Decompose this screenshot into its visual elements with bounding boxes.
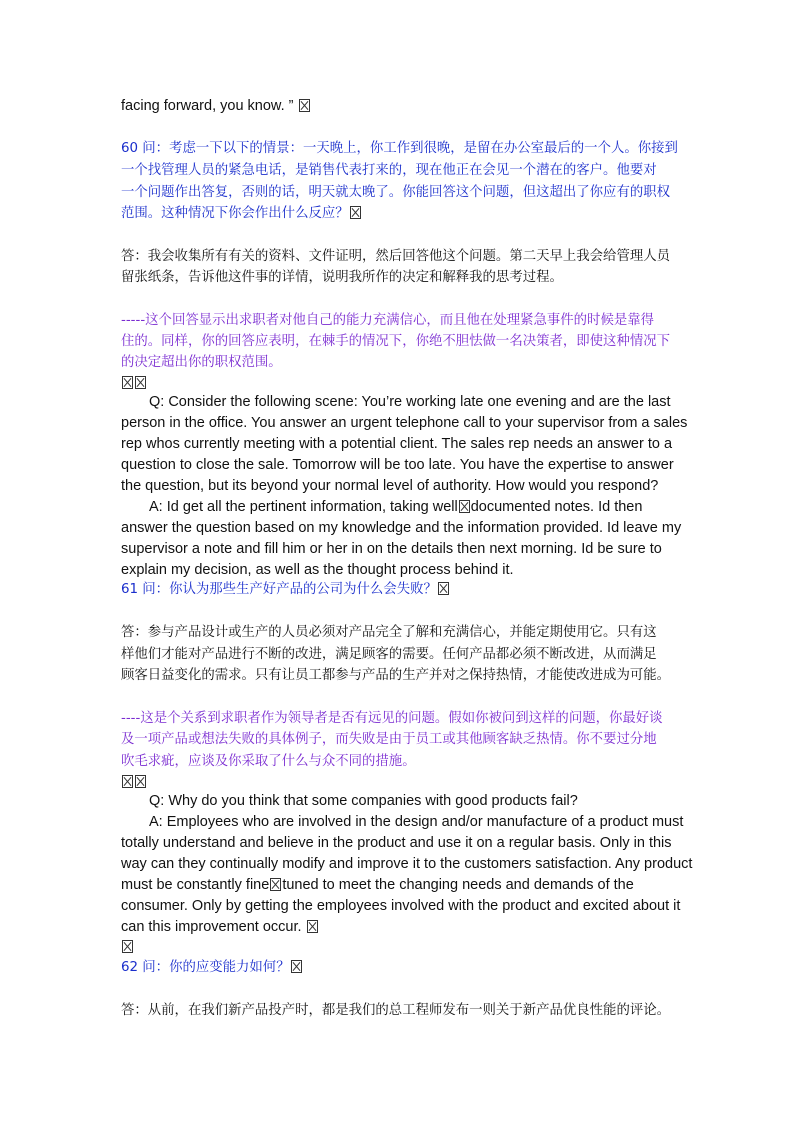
english-answer-60-line: explain my decision, as well as the thought process behind it. [121, 562, 514, 578]
missing-glyph-icon [291, 960, 302, 973]
missing-glyph-icon [135, 376, 146, 389]
english-answer-61-line: totally understand and believe in the product and use it on a regular basis. Only in this [121, 835, 672, 851]
missing-glyph-icon [299, 99, 310, 112]
question-60-line: 60 问：考虑一下以下的情景：一天晚上，你工作到很晚，是留在办公室最后的一个人。你接到 [121, 141, 678, 156]
english-answer-61-line: must be constantly fine tuned to meet the changing needs and demands of the [121, 877, 634, 893]
english-answer-61-line: consumer. Only by getting the employees involved with the product and excited about it [121, 898, 681, 914]
missing-glyph-row [121, 937, 134, 957]
missing-glyph-icon [307, 920, 318, 933]
comment-61-line: 吹毛求疵，应谈及你采取了什么与众不同的措施。 [121, 754, 416, 769]
answer-60-line: 留张纸条，告诉他这件事的详情，说明我所作的决定和解释我的思考过程。 [121, 270, 563, 285]
english-question-60-line: person in the office. You answer an urgent telephone call to your supervisor from a sales [121, 415, 688, 431]
missing-glyph-icon [438, 582, 449, 595]
english-answer-61-line: can this improvement occur. [121, 917, 319, 937]
english-question-60-line: rep whos currently meeting with a potential client. The sales rep needs an answer to a [121, 436, 673, 452]
missing-glyph-icon [122, 940, 133, 953]
english-question-61-line: Q: Why do you think that some companies with good products fail? [149, 793, 578, 809]
missing-glyph-row [121, 772, 147, 792]
english-answer-61-line: A: Employees who are involved in the design and/or manufacture of a product must [149, 814, 684, 830]
question-60-line: 一个找管理人员的紧急电话，是销售代表打来的，现在他正在会见一个潜在的客户。他要对 [121, 163, 657, 178]
english-answer-60-line: answer the question based on my knowledge and the information provided. Id leave my [121, 520, 682, 536]
question-61-line: 61 问：你认为那些生产好产品的公司为什么会失败？ [121, 580, 450, 600]
missing-glyph-icon [122, 775, 133, 788]
missing-glyph-icon [459, 500, 470, 513]
comment-61-line: ----这是个关系到求职者作为领导者是否有远见的问题。假如你被问到这样的问题，你最好谈 [121, 711, 663, 726]
question-60-line: 一个问题作出答复，否则的话，明天就太晚了。你能回答这个问题，但这超出了你应有的职权 [121, 185, 671, 200]
answer-62-line: 答：从前，在我们新产品投产时，都是我们的总工程师发布一则关于新产品优良性能的评论。 [121, 1003, 671, 1018]
comment-61-line: 及一项产品或想法失败的具体例子，而失败是由于员工或其他顾客缺乏热情。你不要过分地 [121, 732, 657, 747]
comment-60-line: 的决定超出你的职权范围。 [121, 355, 282, 370]
missing-glyph-icon [350, 206, 361, 219]
comment-60-line: -----这个回答显示出求职者对他自己的能力充满信心，而且他在处理紧急事件的时候是靠得 [121, 313, 655, 328]
english-answer-60-line: supervisor a note and fill him or her in on the details then next morning. Id be sure to [121, 541, 662, 557]
missing-glyph-icon [135, 775, 146, 788]
missing-glyph-row [121, 373, 147, 393]
question-60-line: 范围。这种情况下你会作出什么反应？ [121, 204, 362, 224]
english-answer-61-line: way can they continually modify and improve it to the customers satisfaction. Any product [121, 856, 693, 872]
missing-glyph-icon [270, 878, 281, 891]
text-line: facing forward, you know. ” [121, 96, 311, 116]
english-question-60-line: the question, but its beyond your normal level of authority. How would you respond? [121, 478, 659, 494]
comment-60-line: 住的。同样，你的回答应表明，在棘手的情况下，你绝不胆怯做一名决策者，即使这种情况下 [121, 334, 671, 349]
english-question-60-line: Q: Consider the following scene: You’re working late one evening and are the last [149, 394, 671, 410]
answer-61-line: 样他们才能对产品进行不断的改进，满足顾客的需要。任何产品都必须不断改进，从而满足 [121, 647, 657, 662]
english-answer-60-line: A: Id get all the pertinent information, taking well documented notes. Id then [149, 499, 643, 515]
answer-61-line: 答：参与产品设计或生产的人员必须对产品完全了解和充满信心，并能定期使用它。只有这 [121, 625, 657, 640]
english-question-60-line: question to close the sale. Tomorrow will be too late. You have the expertise to answer [121, 457, 674, 473]
answer-61-line: 顾客日益变化的需求。只有让员工都参与产品的生产并对之保持热情，才能使改进成为可能。 [121, 668, 671, 683]
missing-glyph-icon [122, 376, 133, 389]
question-62-line: 62 问：你的应变能力如何？ [121, 958, 303, 978]
answer-60-line: 答：我会收集所有有关的资料、文件证明，然后回答他这个问题。第二天早上我会给管理人员 [121, 249, 671, 264]
